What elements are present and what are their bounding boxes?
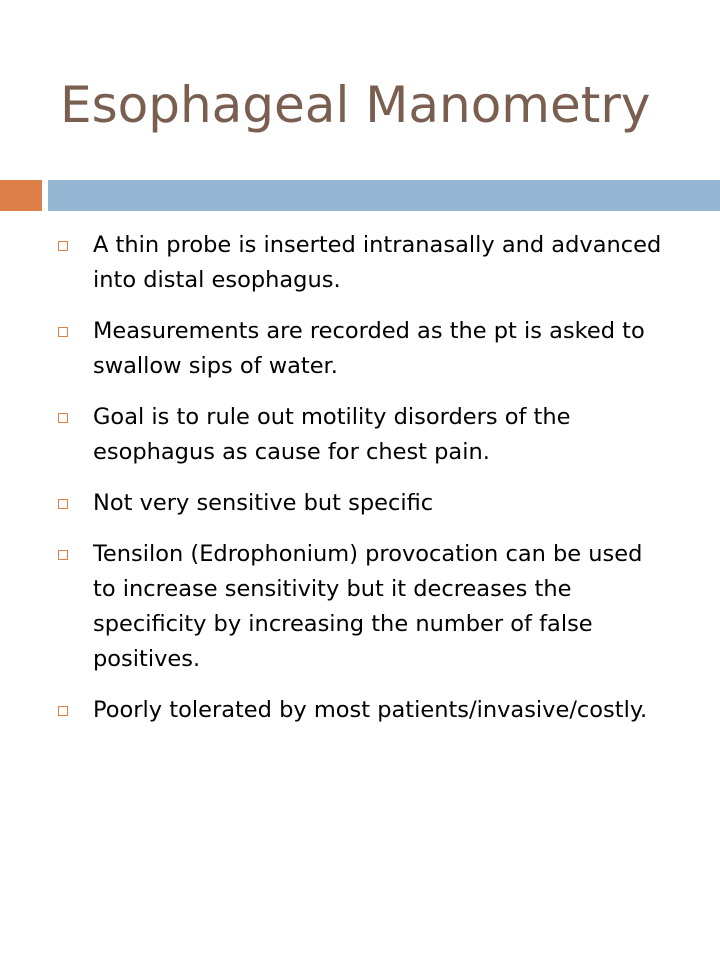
bullet-text: A thin probe is inserted intranasally and advanced into distal esophagus. (93, 232, 662, 293)
bullet-text: Not very sensitive but specific (93, 490, 434, 516)
bullet-text: Poorly tolerated by most patients/invasive/costly. (93, 697, 648, 723)
bullet-item (58, 486, 668, 521)
bullet-item (58, 314, 668, 384)
bullet-list (58, 228, 668, 744)
bullet-item (58, 228, 668, 298)
bullet-item (58, 693, 668, 728)
hollow-square-icon (58, 327, 68, 337)
slide-title: Esophageal Manometry (60, 76, 651, 134)
bullet-text: Goal is to rule out motility disorders of the esophagus as cause for chest pain. (93, 404, 571, 465)
bullet-text: Tensilon (Edrophonium) provocation can be used to increase sensitivity but it decreases the specificity by increasing the number of false positives. (93, 541, 643, 672)
bullet-text: Measurements are recorded as the pt is asked to swallow sips of water. (93, 318, 645, 379)
accent-bar-blue (48, 180, 720, 211)
bullet-item (58, 400, 668, 470)
accent-bar-orange (0, 180, 42, 211)
hollow-square-icon (58, 499, 68, 509)
hollow-square-icon (58, 413, 68, 423)
hollow-square-icon (58, 706, 68, 716)
bullet-item (58, 537, 668, 677)
hollow-square-icon (58, 550, 68, 560)
hollow-square-icon (58, 241, 68, 251)
